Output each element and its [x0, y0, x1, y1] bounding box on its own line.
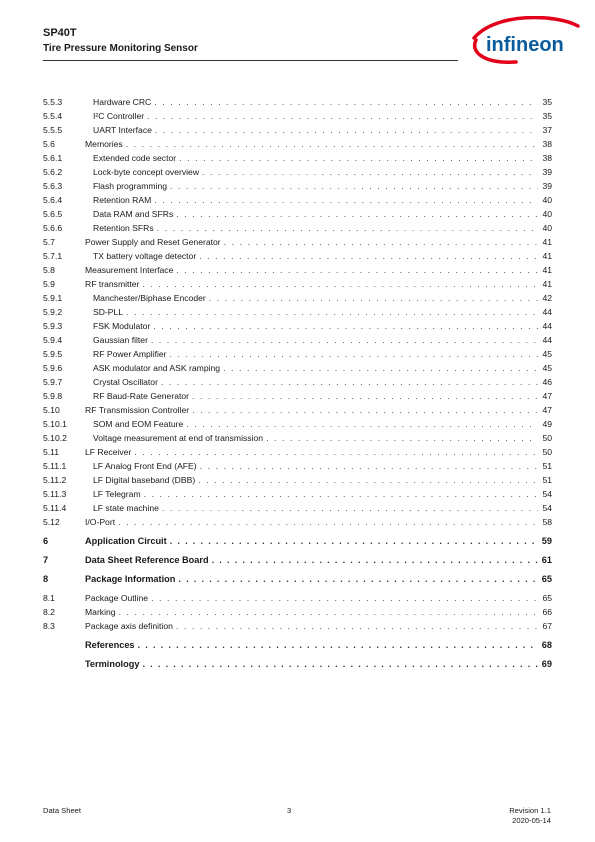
toc-entry-page: 41 — [542, 251, 552, 261]
toc-entry-page: 54 — [542, 503, 552, 513]
toc-entry-link[interactable] — [85, 553, 552, 567]
toc-dot-leader — [176, 207, 538, 221]
toc-entry[interactable] — [43, 249, 552, 263]
toc-entry-page: 45 — [542, 349, 552, 359]
toc-entry[interactable] — [43, 277, 552, 291]
toc-entry-title: FSK Modulator — [93, 321, 151, 331]
toc-dot-leader — [154, 95, 538, 109]
toc-entry-title: Flash programming — [93, 181, 168, 191]
toc-entry-title: LF Digital baseband (DBB) — [93, 475, 196, 485]
toc-dot-leader — [157, 221, 538, 235]
toc-entry-link[interactable] — [93, 109, 552, 123]
toc-entry-page: 47 — [542, 405, 552, 415]
toc-entry[interactable] — [43, 445, 552, 459]
toc-dot-leader — [153, 319, 538, 333]
toc-entry-number: 5.9.5 — [43, 349, 63, 359]
toc-entry-number: 5.9.8 — [43, 391, 63, 401]
footer-revision: Revision 1.1 — [509, 806, 551, 815]
toc-entry-number: 7 — [43, 555, 49, 565]
toc-entry-number: 5.5.4 — [43, 111, 63, 121]
toc-entry-page: 51 — [542, 475, 552, 485]
toc-entry[interactable] — [43, 221, 552, 235]
toc-entry-title: Package Information — [85, 574, 176, 584]
toc-entry-link[interactable] — [93, 347, 552, 361]
toc-entry-title: Marking — [85, 607, 116, 617]
toc-entry[interactable] — [43, 375, 552, 389]
toc-entry[interactable] — [43, 123, 552, 137]
toc-entry[interactable] — [43, 361, 552, 375]
toc-entry-number: 5.9.7 — [43, 377, 63, 387]
toc-entry-title: LF Analog Front End (AFE) — [93, 461, 197, 471]
toc-entry[interactable] — [43, 151, 552, 165]
toc-entry-number: 5.9 — [43, 279, 55, 289]
toc-entry[interactable] — [43, 403, 552, 417]
toc-entry-link[interactable] — [93, 501, 552, 515]
toc-entry-number: 5.12 — [43, 517, 60, 527]
toc-entry-page: 61 — [541, 555, 552, 565]
toc-entry-link[interactable] — [93, 179, 552, 193]
toc-entry-page: 41 — [542, 237, 552, 247]
header-subtitle: Tire Pressure Monitoring Sensor — [43, 43, 198, 54]
toc-entry-page: 38 — [542, 139, 552, 149]
toc-entry-link[interactable] — [93, 389, 552, 403]
toc-dot-leader — [126, 305, 538, 319]
toc-entry-page: 68 — [541, 640, 552, 650]
toc-entry-page: 44 — [542, 321, 552, 331]
toc-entry-title: Hardware CRC — [93, 97, 152, 107]
toc-entry-title: Manchester/Biphase Encoder — [93, 293, 206, 303]
toc-entry-page: 45 — [542, 363, 552, 373]
toc-entry-title: SOM and EOM Feature — [93, 419, 184, 429]
toc-entry[interactable] — [43, 638, 552, 652]
toc-entry-number: 8 — [43, 574, 49, 584]
toc-dot-leader — [170, 179, 538, 193]
toc-dot-leader — [162, 501, 538, 515]
toc-entry-title: Application Circuit — [85, 536, 167, 546]
toc-entry[interactable] — [43, 305, 552, 319]
toc-dot-leader — [266, 431, 538, 445]
toc-entry[interactable] — [43, 263, 552, 277]
toc-dot-leader — [170, 347, 538, 361]
toc-entry-number: 5.6.5 — [43, 209, 63, 219]
toc-dot-leader — [212, 553, 538, 567]
toc-entry-link[interactable] — [85, 605, 552, 619]
toc-entry-number: 8.2 — [43, 607, 55, 617]
toc-entry-title: Retention RAM — [93, 195, 152, 205]
toc-entry[interactable] — [43, 109, 552, 123]
toc-entry-link[interactable] — [93, 207, 552, 221]
toc-entry-number: 5.11.4 — [43, 503, 67, 513]
toc-entry-number: 5.7.1 — [43, 251, 63, 261]
toc-dot-leader — [119, 605, 538, 619]
toc-entry-number: 6 — [43, 536, 49, 546]
toc-entry-page: 38 — [542, 153, 552, 163]
toc-entry-link[interactable] — [93, 333, 552, 347]
toc-entry-page: 40 — [542, 209, 552, 219]
toc-entry[interactable] — [43, 235, 552, 249]
toc-entry-page: 58 — [542, 517, 552, 527]
toc-entry[interactable] — [43, 657, 552, 671]
toc-entry-title: LF state machine — [93, 503, 159, 513]
toc-entry[interactable] — [43, 137, 552, 151]
toc-dot-leader — [134, 445, 538, 459]
toc-entry[interactable] — [43, 319, 552, 333]
toc-dot-leader — [192, 389, 538, 403]
toc-entry-page: 42 — [542, 293, 552, 303]
toc-entry-page: 49 — [542, 419, 552, 429]
toc-dot-leader — [199, 249, 538, 263]
toc-dot-leader — [176, 619, 538, 633]
toc-entry[interactable] — [43, 501, 552, 515]
toc-entry-page: 41 — [542, 279, 552, 289]
footer-date: 2020-05-14 — [512, 816, 551, 825]
toc-entry-page: 47 — [542, 391, 552, 401]
toc-entry-number: 5.11.2 — [43, 475, 67, 485]
toc-entry-link[interactable] — [85, 657, 552, 671]
toc-dot-leader — [224, 235, 538, 249]
toc-entry-number: 5.9.6 — [43, 363, 63, 373]
toc-dot-leader — [198, 473, 538, 487]
toc-entry-title: Extended code sector — [93, 153, 177, 163]
toc-entry-number: 5.11.1 — [43, 461, 67, 471]
footer-page-number: 3 — [287, 806, 292, 815]
toc-entry-title: Data Sheet Reference Board — [85, 555, 209, 565]
toc-dot-leader — [155, 123, 538, 137]
toc-dot-leader — [200, 459, 538, 473]
toc-entry[interactable] — [43, 179, 552, 193]
toc-entry-link[interactable] — [85, 619, 552, 633]
toc-dot-leader — [178, 572, 537, 586]
toc-entry-link[interactable] — [93, 361, 552, 375]
toc-entry-page: 44 — [542, 335, 552, 345]
toc-entry-link[interactable] — [85, 572, 552, 586]
toc-entry-page: 50 — [542, 433, 552, 443]
toc-entry-title: Memories — [85, 139, 123, 149]
toc-entry-number: 5.9.1 — [43, 293, 63, 303]
toc-dot-leader — [126, 137, 538, 151]
toc-entry-page: 59 — [541, 536, 552, 546]
toc-entry-link[interactable] — [85, 445, 552, 459]
toc-entry-page: 66 — [542, 607, 552, 617]
toc-entry[interactable] — [43, 473, 552, 487]
toc-dot-leader — [170, 534, 538, 548]
toc-entry-title: I/O-Port — [85, 517, 116, 527]
toc-entry[interactable] — [43, 459, 552, 473]
toc-entry-title: Data RAM and SFRs — [93, 209, 174, 219]
toc-entry-title: LF Receiver — [85, 447, 132, 457]
toc-dot-leader — [161, 375, 538, 389]
toc-entry[interactable] — [43, 515, 552, 529]
toc-entry-title: RF Power Amplifier — [93, 349, 167, 359]
header-rule — [43, 60, 458, 61]
toc-entry-link[interactable] — [93, 417, 552, 431]
toc-entry-number: 5.6 — [43, 139, 55, 149]
toc-entry-page: 37 — [542, 125, 552, 135]
toc-entry-link[interactable] — [93, 487, 552, 501]
toc-entry-link[interactable] — [85, 403, 552, 417]
toc-entry-page: 39 — [542, 167, 552, 177]
toc-entry-number: 5.6.4 — [43, 195, 63, 205]
toc-dot-leader — [142, 277, 538, 291]
toc-entry-number: 5.6.2 — [43, 167, 63, 177]
footer-revision-block — [509, 806, 551, 826]
toc-entry[interactable] — [43, 193, 552, 207]
toc-entry-number: 5.9.4 — [43, 335, 63, 345]
footer-doc-type: Data Sheet — [43, 806, 81, 815]
toc-entry-link[interactable] — [93, 249, 552, 263]
toc-entry-title: RF Baud-Rate Generator — [93, 391, 190, 401]
toc-entry-page: 35 — [542, 97, 552, 107]
toc-entry-title: Measurement Interface — [85, 265, 174, 275]
toc-entry[interactable] — [43, 95, 552, 109]
toc-entry-title: Voltage measurement at end of transmission — [93, 433, 264, 443]
toc-dot-leader — [209, 291, 538, 305]
toc-entry-link[interactable] — [85, 591, 552, 605]
toc-entry-number: 5.8 — [43, 265, 55, 275]
toc-dot-leader — [179, 151, 538, 165]
toc-entry-title: Gaussian filter — [93, 335, 148, 345]
toc-entry[interactable] — [43, 347, 552, 361]
toc-entry-title: References — [85, 640, 135, 650]
toc-dot-leader — [186, 417, 538, 431]
toc-entry-link[interactable] — [85, 277, 552, 291]
toc-entry-number: 5.6.6 — [43, 223, 63, 233]
toc-entry-number: 5.11 — [43, 447, 60, 457]
toc-entry[interactable] — [43, 291, 552, 305]
toc-dot-leader — [138, 638, 538, 652]
toc-entry-number: 5.6.3 — [43, 181, 63, 191]
toc-entry-page: 69 — [541, 659, 552, 669]
toc-dot-leader — [151, 591, 538, 605]
toc-entry-page: 67 — [542, 621, 552, 631]
toc-entry-title: SD-PLL — [93, 307, 124, 317]
toc-entry-link[interactable] — [93, 431, 552, 445]
toc-entry-link[interactable] — [93, 95, 552, 109]
toc-entry-link[interactable] — [93, 375, 552, 389]
toc-entry-number: 8.1 — [43, 593, 55, 603]
toc-entry-link[interactable] — [93, 151, 552, 165]
toc-entry-number: 5.10.2 — [43, 433, 67, 443]
toc-entry-title: LF Telegram — [93, 489, 141, 499]
toc-entry-page: 65 — [542, 593, 552, 603]
toc-entry[interactable] — [43, 534, 552, 548]
toc-entry-number: 5.9.2 — [43, 307, 63, 317]
toc-entry-page: 51 — [542, 461, 552, 471]
toc-dot-leader — [142, 657, 537, 671]
toc-entry-title: I²C Controller — [93, 111, 145, 121]
toc-entry[interactable] — [43, 605, 552, 619]
toc-entry[interactable] — [43, 333, 552, 347]
infineon-logo — [466, 16, 582, 66]
toc-entry-link[interactable] — [85, 137, 552, 151]
toc-entry-title: ASK modulator and ASK ramping — [93, 363, 221, 373]
table-of-contents — [43, 95, 552, 671]
toc-entry-title: Package Outline — [85, 593, 149, 603]
toc-entry[interactable] — [43, 487, 552, 501]
toc-entry[interactable] — [43, 389, 552, 403]
toc-entry-title: Crystal Oscillator — [93, 377, 158, 387]
toc-entry-page: 50 — [542, 447, 552, 457]
toc-entry-page: 35 — [542, 111, 552, 121]
toc-entry-title: Power Supply and Reset Generator — [85, 237, 221, 247]
toc-entry-link[interactable] — [85, 534, 552, 548]
toc-entry-link[interactable] — [93, 473, 552, 487]
toc-entry-link[interactable] — [93, 165, 552, 179]
toc-entry-number: 5.9.3 — [43, 321, 63, 331]
toc-entry-link[interactable] — [93, 291, 552, 305]
toc-entry[interactable] — [43, 207, 552, 221]
toc-dot-leader — [144, 487, 538, 501]
toc-dot-leader — [118, 515, 538, 529]
toc-entry-page: 65 — [541, 574, 552, 584]
toc-entry-link[interactable] — [93, 305, 552, 319]
toc-entry-link[interactable] — [93, 221, 552, 235]
toc-dot-leader — [202, 165, 538, 179]
toc-entry[interactable] — [43, 553, 552, 567]
toc-entry[interactable] — [43, 591, 552, 605]
toc-entry-page: 40 — [542, 195, 552, 205]
toc-entry-title: TX battery voltage detector — [93, 251, 197, 261]
toc-entry-page: 54 — [542, 489, 552, 499]
toc-entry-number: 5.5.5 — [43, 125, 63, 135]
toc-entry-title: Lock-byte concept overview — [93, 167, 200, 177]
toc-entry-link[interactable] — [85, 638, 552, 652]
toc-entry-title: UART Interface — [93, 125, 152, 135]
toc-entry-number: 5.10 — [43, 405, 60, 415]
toc-entry-link[interactable] — [85, 515, 552, 529]
toc-entry-link[interactable] — [93, 459, 552, 473]
toc-entry-number: 5.11.3 — [43, 489, 67, 499]
toc-entry-link[interactable] — [93, 123, 552, 137]
toc-entry-page: 44 — [542, 307, 552, 317]
toc-entry-number: 5.5.3 — [43, 97, 63, 107]
toc-dot-leader — [151, 333, 538, 347]
toc-entry-link[interactable] — [85, 235, 552, 249]
toc-entry-number: 5.7 — [43, 237, 55, 247]
toc-entry[interactable] — [43, 165, 552, 179]
logo-text: infineon — [486, 34, 564, 56]
toc-entry-title: Retention SFRs — [93, 223, 154, 233]
toc-entry-page: 46 — [542, 377, 552, 387]
toc-entry-number: 8.3 — [43, 621, 55, 631]
toc-dot-leader — [223, 361, 538, 375]
toc-entry-title: Package axis definition — [85, 621, 173, 631]
header-title: SP40T — [43, 27, 77, 39]
toc-dot-leader — [192, 403, 538, 417]
toc-entry-page: 41 — [542, 265, 552, 275]
toc-entry-number: 5.6.1 — [43, 153, 63, 163]
toc-dot-leader — [147, 109, 538, 123]
toc-entry-link[interactable] — [93, 319, 552, 333]
toc-entry-page: 39 — [542, 181, 552, 191]
toc-entry-title: RF transmitter — [85, 279, 140, 289]
toc-entry-page: 40 — [542, 223, 552, 233]
toc-entry-link[interactable] — [85, 263, 552, 277]
toc-entry-title: Terminology — [85, 659, 140, 669]
toc-entry-number: 5.10.1 — [43, 419, 67, 429]
toc-entry-link[interactable] — [93, 193, 552, 207]
toc-entry[interactable] — [43, 619, 552, 633]
toc-dot-leader — [154, 193, 538, 207]
toc-dot-leader — [176, 263, 538, 277]
toc-entry[interactable] — [43, 417, 552, 431]
toc-entry[interactable] — [43, 431, 552, 445]
toc-entry-title: RF Transmission Controller — [85, 405, 190, 415]
toc-entry[interactable] — [43, 572, 552, 586]
